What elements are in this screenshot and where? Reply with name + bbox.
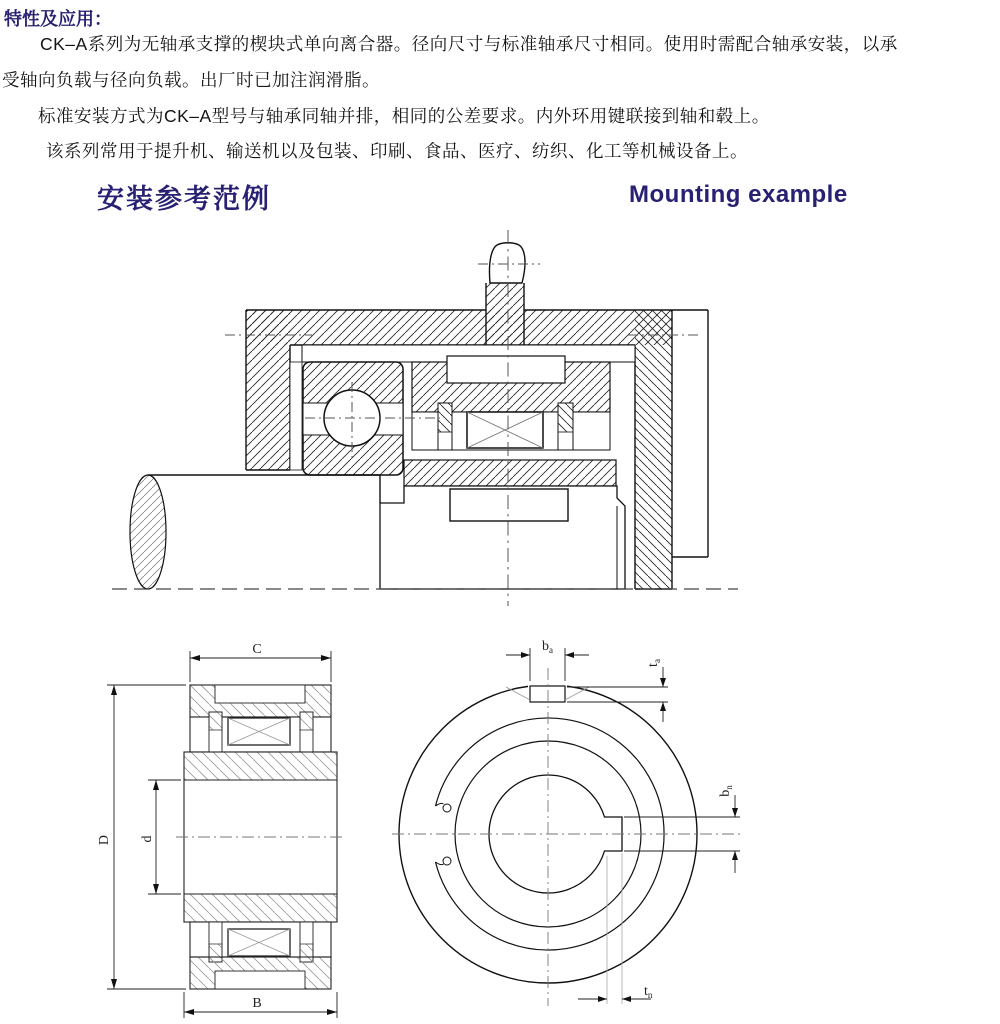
lube-hole (443, 804, 451, 812)
dim-label-ba: $b_a$ (542, 639, 553, 655)
grease-nipple (489, 243, 525, 283)
dim-label-C: C (252, 642, 262, 657)
paragraph-line: 该系列常用于提升机、输送机以及包装、印刷、食品、医疗、纺织、化工等机械设备上。 (46, 141, 748, 161)
heading-installation-example-zh: 安装参考范例 (97, 184, 271, 214)
front-view-drawing (392, 639, 742, 1006)
dim-label-tn: $t_n$ (644, 984, 653, 1000)
dim-label-d: d (140, 835, 155, 843)
dim-label-ta: $t_a$ (646, 659, 662, 667)
paragraph-line: CK–A系列为无轴承支撑的楔块式单向离合器。径向尺寸与标准轴承尺寸相同。使用时需配合轴承安装，以承 (40, 34, 898, 54)
heading-mounting-example-en: Mounting example (629, 181, 848, 208)
lube-hole (443, 857, 451, 865)
dim-label-D: D (97, 834, 112, 846)
shaft-break (130, 475, 166, 589)
dim-label-bn: $b_n$ (718, 785, 734, 797)
side-view-drawing (97, 642, 345, 1018)
paragraph-line: 标准安装方式为CK–A型号与轴承同轴并排，相同的公差要求。内外环用键联接到轴和毂上。 (38, 106, 770, 126)
section-title: 特性及应用： (4, 9, 112, 29)
mounting-example-drawing (112, 230, 738, 606)
dim-label-B: B (252, 996, 262, 1011)
paragraph-line: 受轴向负载与径向负载。出厂时已加注润滑脂。 (2, 70, 380, 90)
